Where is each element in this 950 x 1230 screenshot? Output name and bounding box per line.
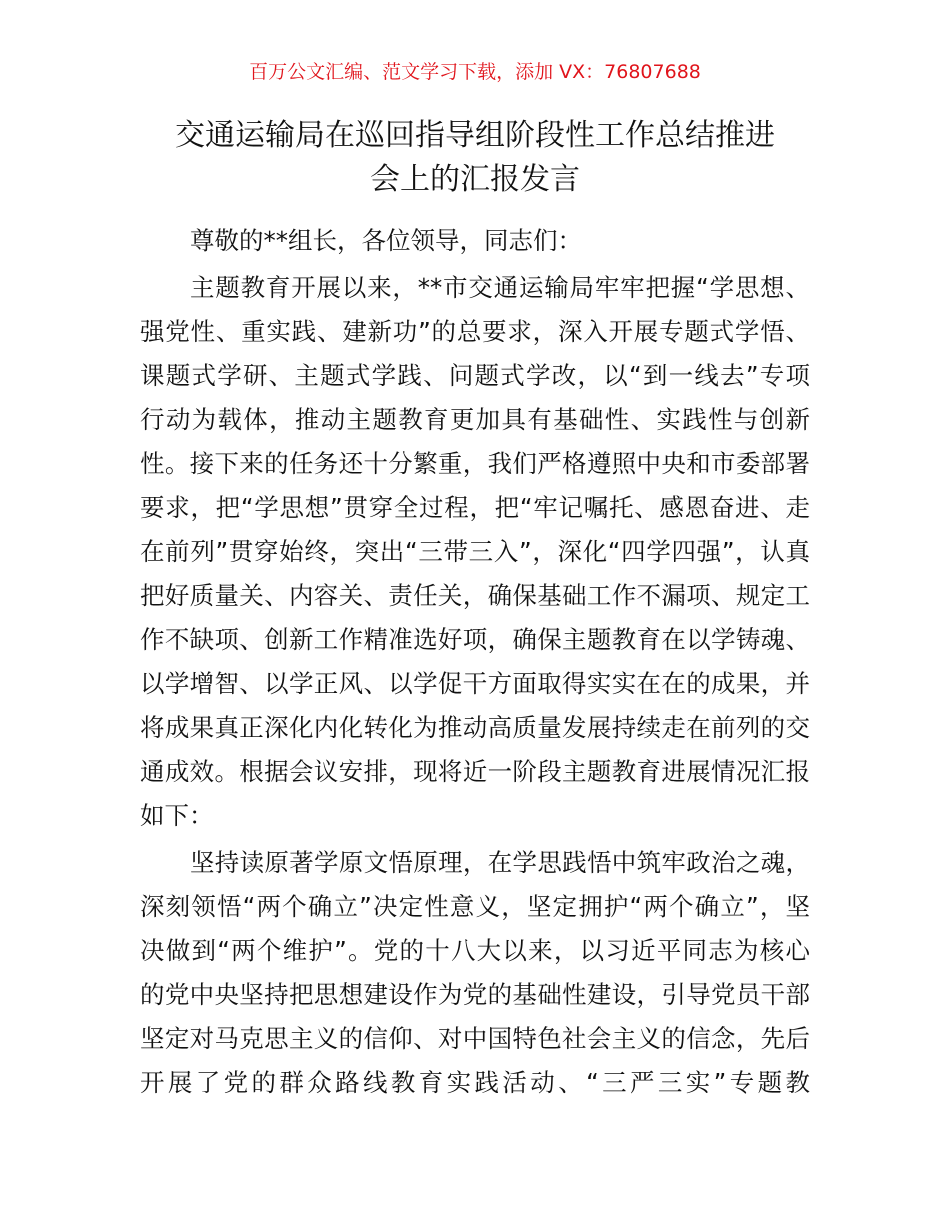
- paragraph-line: 把好质量关、内容关、责任关，确保基础工作不漏项、规定工: [140, 581, 810, 610]
- download-banner: 百万公文汇编、范文学习下载，添加 VX：76807688: [249, 61, 701, 83]
- title-line: 交通运输局在巡回指导组阶段性工作总结推进: [175, 118, 775, 153]
- paragraph-line: 在前列”贯穿始终，突出“三带三入”，深化“四学四强”，认真: [140, 537, 810, 566]
- paragraph: [140, 841, 810, 1105]
- title-line: 会上的汇报发言: [370, 162, 580, 197]
- paragraph-line: 行动为载体，推动主题教育更加具有基础性、实践性与创新: [140, 405, 810, 434]
- paragraph-line: 将成果真正深化内化转化为推动高质量发展持续走在前列的交: [140, 713, 810, 742]
- paragraph-line: 强党性、重实践、建新功”的总要求，深入开展专题式学悟、: [140, 317, 810, 346]
- paragraph-line: 深刻领悟“两个确立”决定性意义，坚定拥护“两个确立”，坚: [140, 892, 810, 921]
- document-body: [140, 219, 810, 1105]
- paragraph-line: 性。接下来的任务还十分繁重，我们严格遵照中央和市委部署: [140, 449, 810, 478]
- paragraph-line: 主题教育开展以来，**市交通运输局牢牢把握“学思想、: [190, 273, 810, 302]
- paragraph-line: 坚持读原著学原文悟原理，在学思践悟中筑牢政治之魂，: [190, 848, 810, 877]
- paragraph-line: 课题式学研、主题式学践、问题式学改，以“到一线去”专项: [140, 361, 810, 390]
- paragraph-line: 以学增智、以学正风、以学促干方面取得实实在在的成果，并: [140, 669, 810, 698]
- greeting: 尊敬的**组长，各位领导，同志们：: [190, 226, 582, 255]
- paragraph-line: 决做到“两个维护”。党的十八大以来，以习近平同志为核心: [140, 936, 810, 965]
- paragraph-line: 如下：: [140, 801, 214, 830]
- paragraph: [140, 266, 810, 838]
- document-title: [140, 114, 810, 202]
- paragraph-line: 坚定对马克思主义的信仰、对中国特色社会主义的信念，先后: [140, 1024, 810, 1053]
- paragraph-line: 通成效。根据会议安排，现将近一阶段主题教育进展情况汇报: [140, 757, 810, 786]
- paragraph-line: 开展了党的群众路线教育实践活动、“三严三实”专题教: [140, 1068, 810, 1097]
- paragraph-line: 要求，把“学思想”贯穿全过程，把“牢记嘱托、感恩奋进、走: [140, 493, 810, 522]
- paragraph-line: 作不缺项、创新工作精准选好项，确保主题教育在以学铸魂、: [140, 625, 810, 654]
- paragraph-line: 的党中央坚持把思想建设作为党的基础性建设，引导党员干部: [140, 980, 810, 1009]
